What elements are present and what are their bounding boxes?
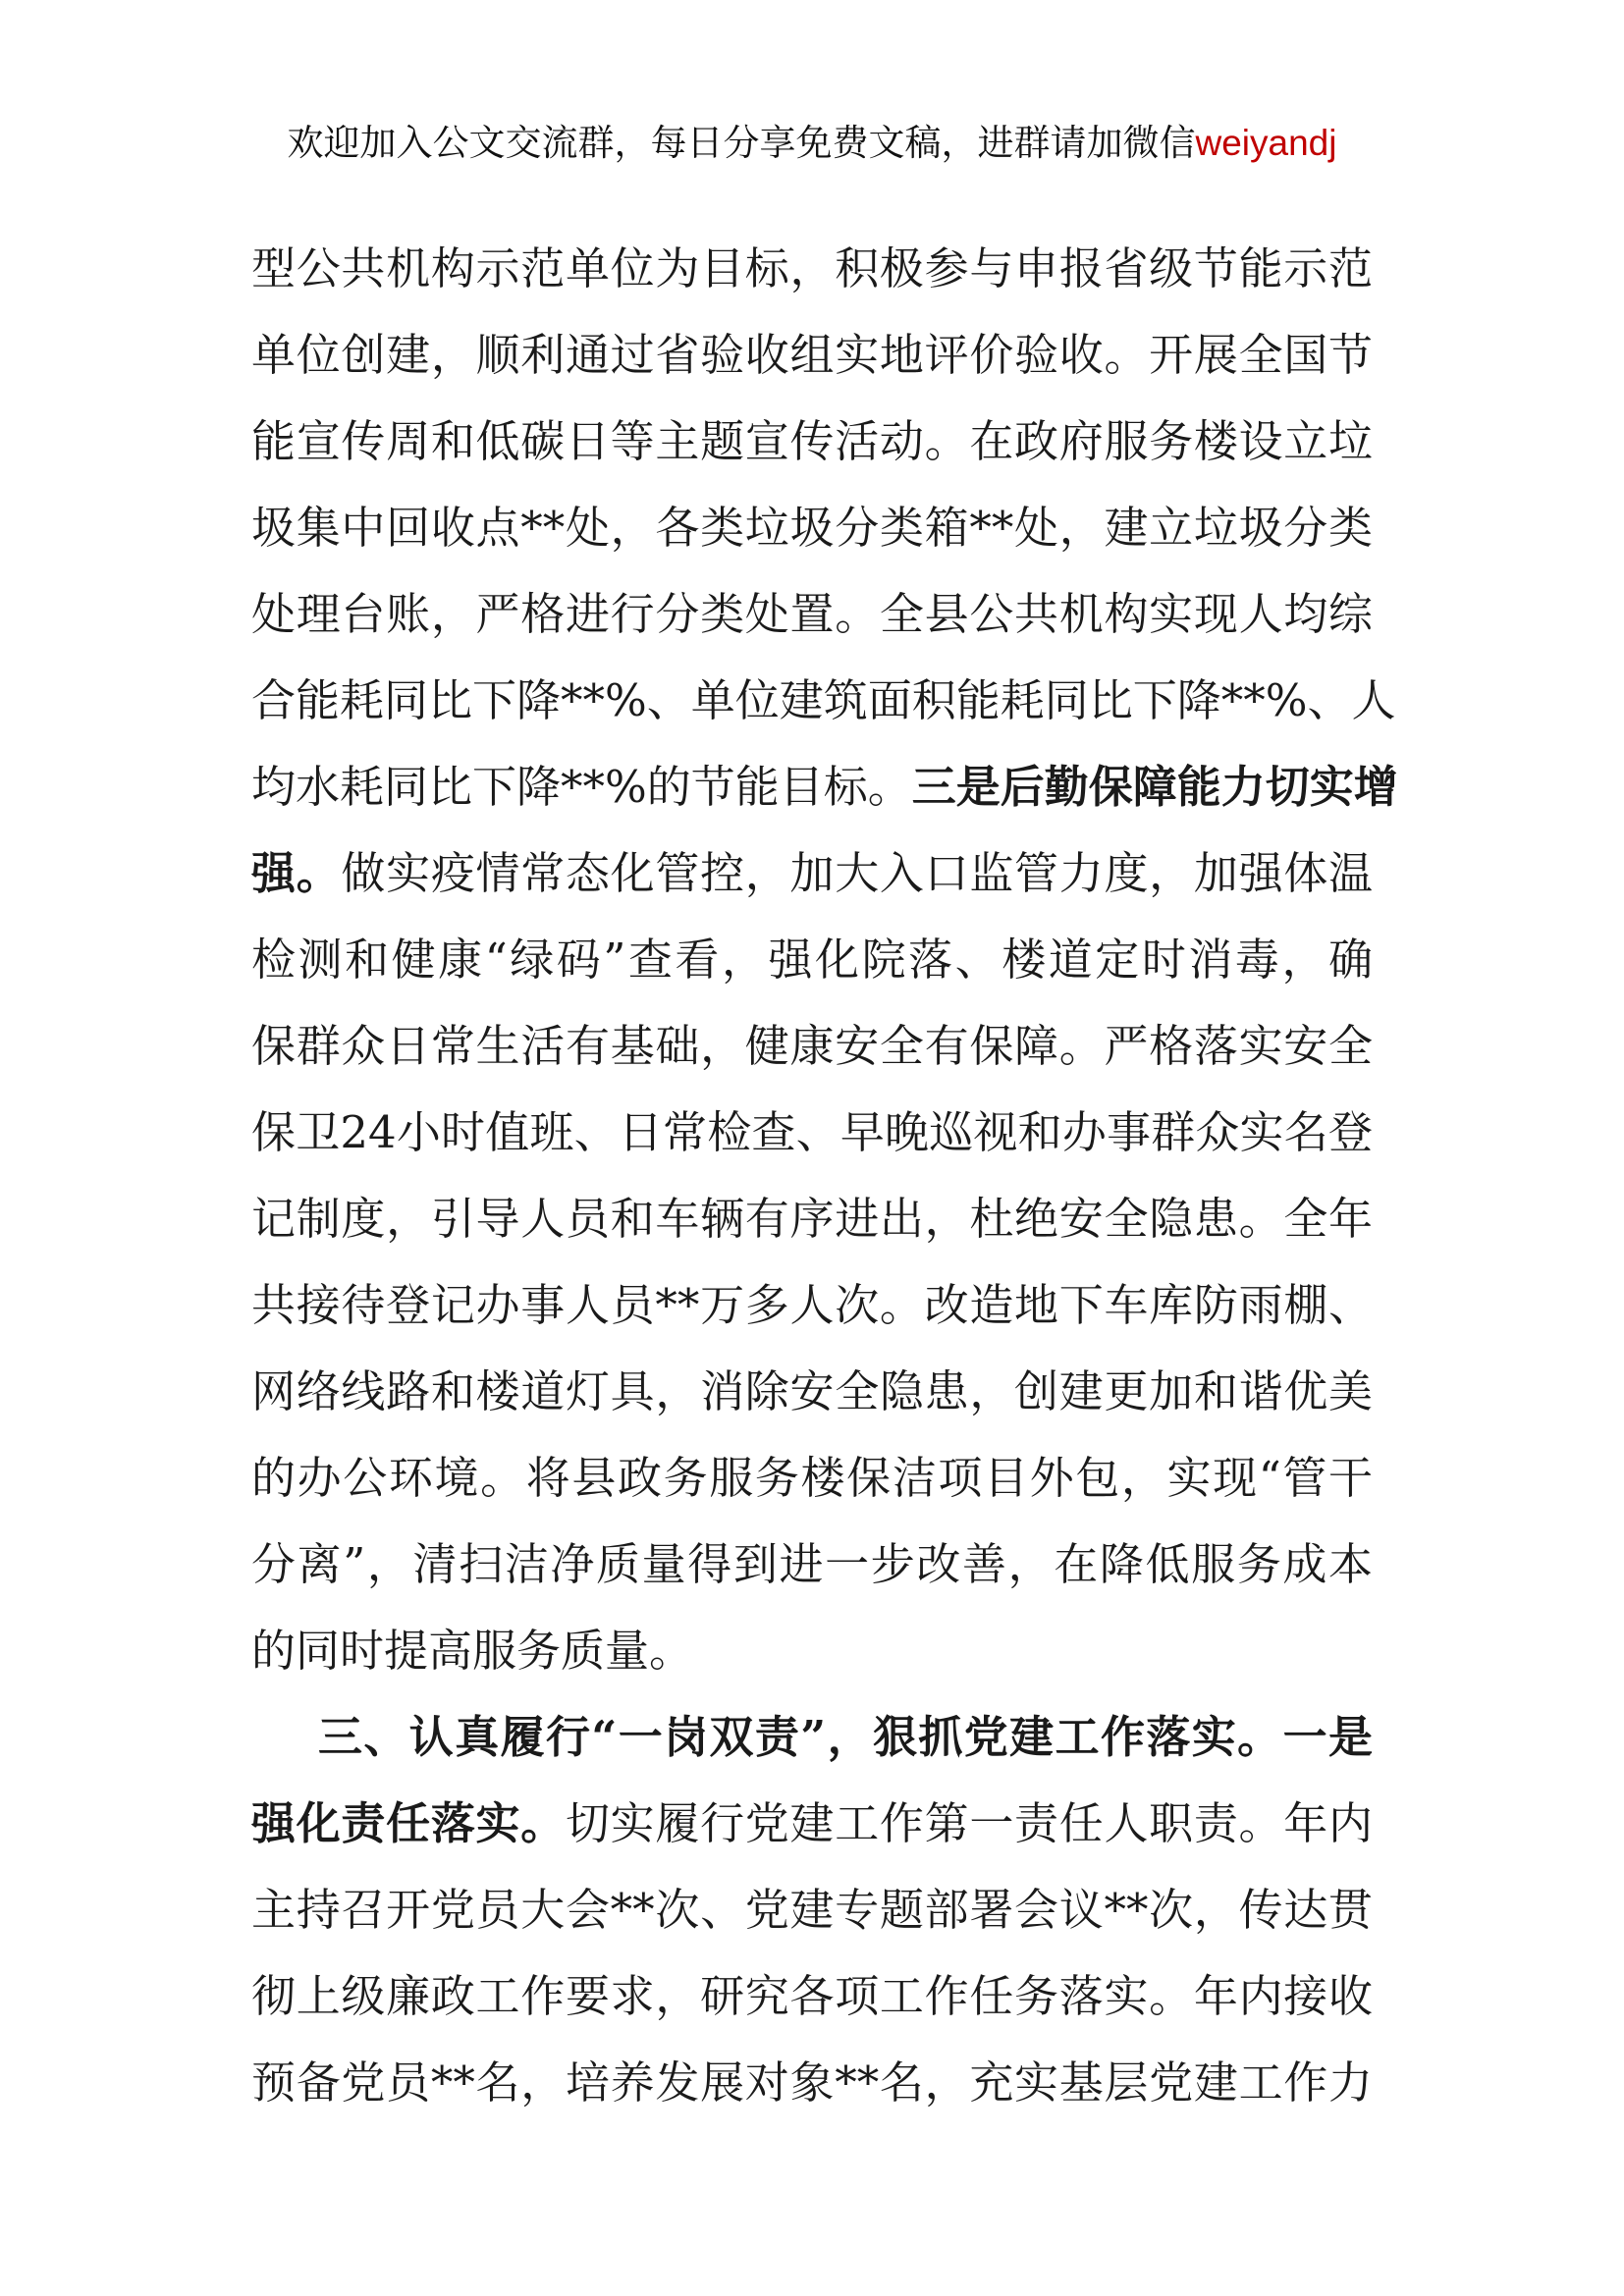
text-run: 保卫24小时值班、日常检查、早晚巡视和办事群众实名登 [251,1106,1373,1158]
paragraph-line [251,1090,1373,1176]
paragraph-line [251,485,1373,571]
bold-heading-run: 三是后勤保障能力切实增 [911,761,1398,813]
text-run: 保群众日常生活有基础，健康安全有保障。严格落实安全 [251,1020,1373,1072]
text-run: 的办公环境。将县政务服务楼保洁项目外包，实现“管干 [251,1452,1373,1504]
paragraph-line [251,1003,1373,1090]
text-run: 均水耗同比下降**%的节能目标。 [251,761,912,813]
text-run: 圾集中回收点**处，各类垃圾分类箱**处，建立垃圾分类 [251,502,1373,554]
paragraph-line [251,1522,1373,1608]
bold-heading-run: 三、认真履行“一岗双责”，狠抓党建工作落实。一是 [318,1711,1373,1763]
document-body [251,226,1398,2126]
promo-header [0,116,1624,171]
paragraph-line [251,312,1373,399]
paragraph-line [251,1349,1373,1435]
paragraph-line [251,1262,1373,1349]
text-run: 的同时提高服务质量。 [251,1625,694,1677]
paragraph-line [251,1176,1373,1262]
promo-text: 欢迎加入公文交流群，每日分享免费文稿，进群请加微信 [287,122,1196,164]
text-run: 型公共机构示范单位为目标，积极参与申报省级节能示范 [251,242,1373,294]
text-run: 切实履行党建工作第一责任人职责。年内 [565,1797,1373,1849]
paragraph-line [251,1435,1373,1522]
paragraph-line [251,830,1373,917]
text-run: 处理台账，严格进行分类处置。全县公共机构实现人均综 [251,588,1373,640]
paragraph-line [251,1781,1373,1867]
paragraph-line [251,226,1373,312]
text-run: 彻上级廉政工作要求，研究各项工作任务落实。年内接收 [251,1970,1373,2022]
text-run: 网络线路和楼道灯具，消除安全隐患，创建更加和谐优美 [251,1365,1373,1417]
wechat-id: weiyandj [1195,123,1337,163]
paragraph-line [251,1867,1373,1953]
text-run: 分离”，清扫洁净质量得到进一步改善，在降低服务成本 [251,1538,1373,1590]
paragraph-line [251,917,1373,1003]
paragraph-line [251,571,1373,658]
paragraph-line [251,744,1398,830]
paragraph-line [251,399,1373,485]
text-run: 共接待登记办事人员**万多人次。改造地下车库防雨棚、 [251,1279,1373,1331]
paragraph-line [251,2040,1373,2126]
text-run: 记制度，引导人员和车辆有序进出，杜绝安全隐患。全年 [251,1193,1373,1245]
text-run: 单位创建，顺利通过省验收组实地评价验收。开展全国节 [251,329,1373,381]
paragraph-line [251,1953,1373,2040]
text-run: 检测和健康“绿码”查看，强化院落、楼道定时消毒，确 [251,934,1373,986]
bold-heading-run: 强化责任落实。 [251,1797,566,1849]
text-run: 合能耗同比下降**%、单位建筑面积能耗同比下降**%、人 [251,674,1396,726]
paragraph-line [251,1608,1373,1694]
section-heading-line [251,1694,1373,1781]
text-run: 能宣传周和低碳日等主题宣传活动。在政府服务楼设立垃 [251,415,1373,467]
paragraph-line [251,658,1396,744]
text-run: 预备党员**名，培养发展对象**名，充实基层党建工作力 [251,2056,1373,2109]
text-run: 主持召开党员大会**次、党建专题部署会议**次，传达贯 [251,1884,1373,1936]
text-run: 做实疫情常态化管控，加大入口监管力度，加强体温 [341,847,1373,899]
bold-heading-run: 强。 [251,847,342,899]
